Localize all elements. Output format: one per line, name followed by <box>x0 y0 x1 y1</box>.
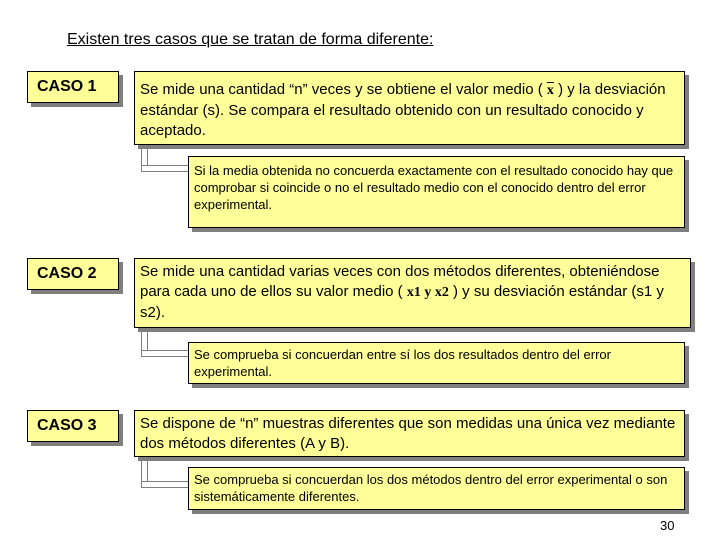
case-1-description <box>134 71 685 145</box>
case-2-mean-symbols: x1 y x2 <box>406 285 449 300</box>
case-1-label <box>27 71 119 103</box>
case-1-note <box>188 156 685 228</box>
case-2-label <box>27 258 119 290</box>
case-2-text-before: Se mide una cantidad varias veces con dos métodos diferentes, obteniéndose para cada uno de ellos su valor medio ( <box>140 263 660 300</box>
page-number: 30 <box>660 518 675 533</box>
case-2-note <box>188 342 685 384</box>
case-3-note-text: Se comprueba si concuerdan los dos métodos dentro del error experimental o son sistemáticamente diferentes. <box>194 472 668 504</box>
case-2-description <box>134 258 691 328</box>
case-2-label-text: CASO 2 <box>37 265 97 282</box>
case-1-mean-symbol: $\overline{x}$ <box>546 83 554 98</box>
case-1-text-after: ) y la desviación estándar (s). Se compara el resultado obtenido con un resultado conocido y aceptado. <box>140 81 666 139</box>
case-3-label-text: CASO 3 <box>37 417 97 434</box>
case-2-connector <box>141 328 188 357</box>
case-3-label <box>27 410 119 442</box>
case-3-description <box>134 410 685 457</box>
case-1-label-text: CASO 1 <box>37 78 97 95</box>
case-1-text-before: Se mide una cantidad “n” veces y se obtiene el valor medio ( <box>140 81 543 98</box>
case-3-note <box>188 467 685 510</box>
case-2-text-after: ) y su desviación estándar (s1 y s2). <box>140 283 664 321</box>
case-1-connector <box>141 145 188 172</box>
case-3-text: Se dispone de “n” muestras diferentes que son medidas una única vez mediante dos métodos diferentes (A y B). <box>140 415 676 452</box>
case-3-connector <box>141 457 188 488</box>
page-title: Existen tres casos que se tratan de forma diferente: <box>67 31 434 48</box>
case-1-note-text: Si la media obtenida no concuerda exactamente con el resultado conocido hay que comprobar si coincide o no el resultado medio con el conocido dentro del error experimental. <box>194 163 674 212</box>
case-2-note-text: Se comprueba si concuerdan entre sí los dos resultados dentro del error experimental. <box>194 347 611 379</box>
